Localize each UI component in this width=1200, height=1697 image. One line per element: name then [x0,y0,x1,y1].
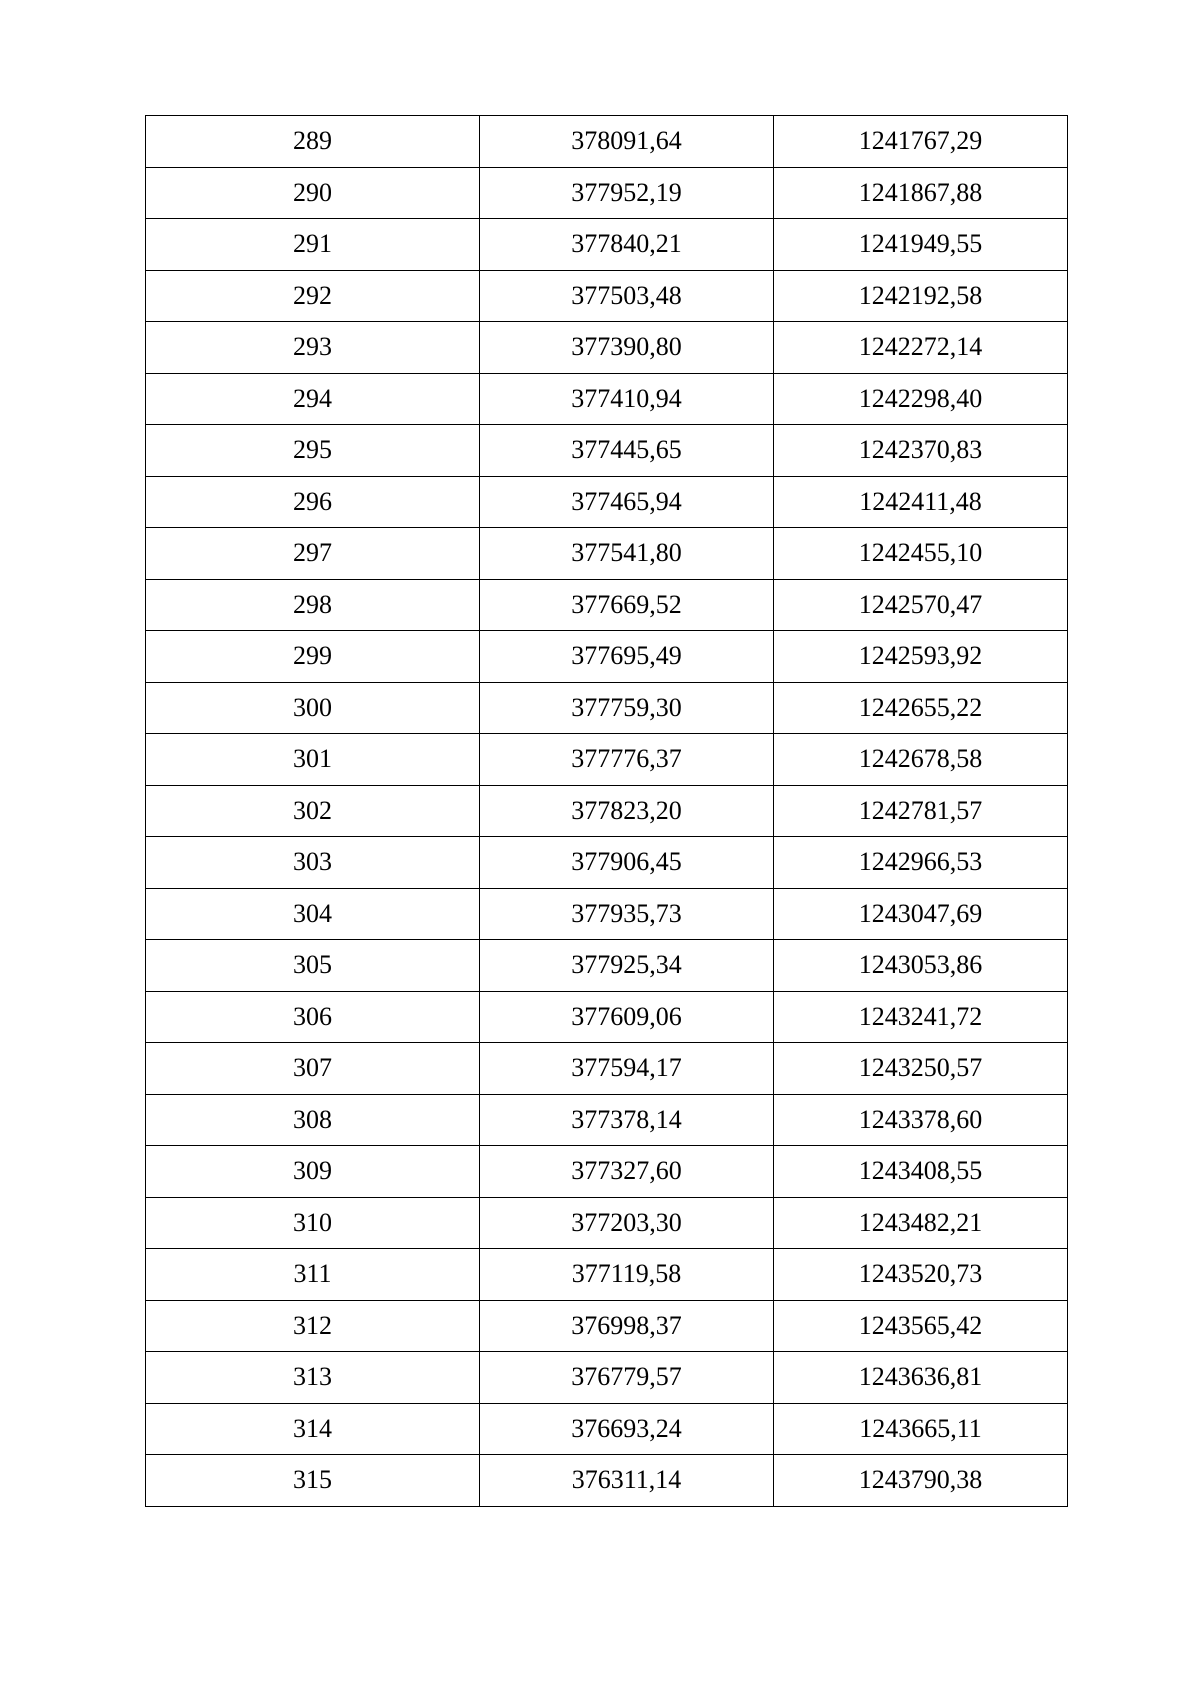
y-coordinate-cell: 1242411,48 [774,476,1068,528]
table-row [146,528,1068,580]
coordinates-table-body [146,116,1068,1507]
x-coordinate-cell: 377840,21 [480,219,774,271]
point-number-cell: 297 [146,528,480,580]
y-coordinate-cell: 1242455,10 [774,528,1068,580]
point-number-cell: 295 [146,425,480,477]
x-coordinate-cell: 377503,48 [480,270,774,322]
x-coordinate-cell: 377759,30 [480,682,774,734]
y-coordinate-cell: 1243520,73 [774,1249,1068,1301]
point-number-cell: 299 [146,631,480,683]
x-coordinate-cell: 377669,52 [480,579,774,631]
table-row [146,888,1068,940]
point-number-cell: 302 [146,785,480,837]
y-coordinate-cell: 1243053,86 [774,940,1068,992]
table-row [146,1249,1068,1301]
y-coordinate-cell: 1242966,53 [774,837,1068,889]
y-coordinate-cell: 1241949,55 [774,219,1068,271]
y-coordinate-cell: 1243047,69 [774,888,1068,940]
table-row [146,476,1068,528]
point-number-cell: 310 [146,1197,480,1249]
table-row [146,682,1068,734]
y-coordinate-cell: 1243665,11 [774,1403,1068,1455]
table-row [146,373,1068,425]
point-number-cell: 294 [146,373,480,425]
point-number-cell: 290 [146,167,480,219]
y-coordinate-cell: 1242655,22 [774,682,1068,734]
y-coordinate-cell: 1243250,57 [774,1043,1068,1095]
y-coordinate-cell: 1242370,83 [774,425,1068,477]
point-number-cell: 301 [146,734,480,786]
y-coordinate-cell: 1241867,88 [774,167,1068,219]
y-coordinate-cell: 1243565,42 [774,1300,1068,1352]
coordinates-table [145,115,1068,1507]
table-row [146,167,1068,219]
point-number-cell: 291 [146,219,480,271]
x-coordinate-cell: 377445,65 [480,425,774,477]
x-coordinate-cell: 377327,60 [480,1146,774,1198]
x-coordinate-cell: 377609,06 [480,991,774,1043]
point-number-cell: 309 [146,1146,480,1198]
y-coordinate-cell: 1243378,60 [774,1094,1068,1146]
table-row [146,1197,1068,1249]
point-number-cell: 289 [146,116,480,168]
x-coordinate-cell: 377925,34 [480,940,774,992]
x-coordinate-cell: 376779,57 [480,1352,774,1404]
table-row [146,270,1068,322]
x-coordinate-cell: 377465,94 [480,476,774,528]
point-number-cell: 313 [146,1352,480,1404]
point-number-cell: 306 [146,991,480,1043]
table-row [146,631,1068,683]
point-number-cell: 308 [146,1094,480,1146]
y-coordinate-cell: 1242298,40 [774,373,1068,425]
x-coordinate-cell: 377203,30 [480,1197,774,1249]
point-number-cell: 314 [146,1403,480,1455]
table-row [146,1043,1068,1095]
point-number-cell: 315 [146,1455,480,1507]
point-number-cell: 312 [146,1300,480,1352]
table-row [146,1352,1068,1404]
table-row [146,1146,1068,1198]
table-row [146,1300,1068,1352]
y-coordinate-cell: 1242192,58 [774,270,1068,322]
x-coordinate-cell: 377952,19 [480,167,774,219]
table-row [146,322,1068,374]
x-coordinate-cell: 377823,20 [480,785,774,837]
table-row [146,425,1068,477]
y-coordinate-cell: 1243636,81 [774,1352,1068,1404]
y-coordinate-cell: 1243408,55 [774,1146,1068,1198]
x-coordinate-cell: 377390,80 [480,322,774,374]
y-coordinate-cell: 1243790,38 [774,1455,1068,1507]
x-coordinate-cell: 376998,37 [480,1300,774,1352]
point-number-cell: 304 [146,888,480,940]
x-coordinate-cell: 377378,14 [480,1094,774,1146]
x-coordinate-cell: 376311,14 [480,1455,774,1507]
table-row [146,991,1068,1043]
table-row [146,1094,1068,1146]
point-number-cell: 300 [146,682,480,734]
x-coordinate-cell: 376693,24 [480,1403,774,1455]
y-coordinate-cell: 1242593,92 [774,631,1068,683]
point-number-cell: 296 [146,476,480,528]
x-coordinate-cell: 377776,37 [480,734,774,786]
table-row [146,1403,1068,1455]
x-coordinate-cell: 377695,49 [480,631,774,683]
point-number-cell: 303 [146,837,480,889]
table-row [146,734,1068,786]
x-coordinate-cell: 377119,58 [480,1249,774,1301]
y-coordinate-cell: 1243482,21 [774,1197,1068,1249]
x-coordinate-cell: 377410,94 [480,373,774,425]
x-coordinate-cell: 377541,80 [480,528,774,580]
x-coordinate-cell: 377935,73 [480,888,774,940]
x-coordinate-cell: 377594,17 [480,1043,774,1095]
y-coordinate-cell: 1243241,72 [774,991,1068,1043]
point-number-cell: 307 [146,1043,480,1095]
table-row [146,1455,1068,1507]
point-number-cell: 305 [146,940,480,992]
y-coordinate-cell: 1242272,14 [774,322,1068,374]
point-number-cell: 293 [146,322,480,374]
x-coordinate-cell: 378091,64 [480,116,774,168]
table-row [146,940,1068,992]
y-coordinate-cell: 1242781,57 [774,785,1068,837]
table-row [146,219,1068,271]
table-row [146,116,1068,168]
y-coordinate-cell: 1242678,58 [774,734,1068,786]
point-number-cell: 298 [146,579,480,631]
table-row [146,579,1068,631]
y-coordinate-cell: 1241767,29 [774,116,1068,168]
point-number-cell: 311 [146,1249,480,1301]
table-row [146,837,1068,889]
x-coordinate-cell: 377906,45 [480,837,774,889]
table-row [146,785,1068,837]
point-number-cell: 292 [146,270,480,322]
y-coordinate-cell: 1242570,47 [774,579,1068,631]
